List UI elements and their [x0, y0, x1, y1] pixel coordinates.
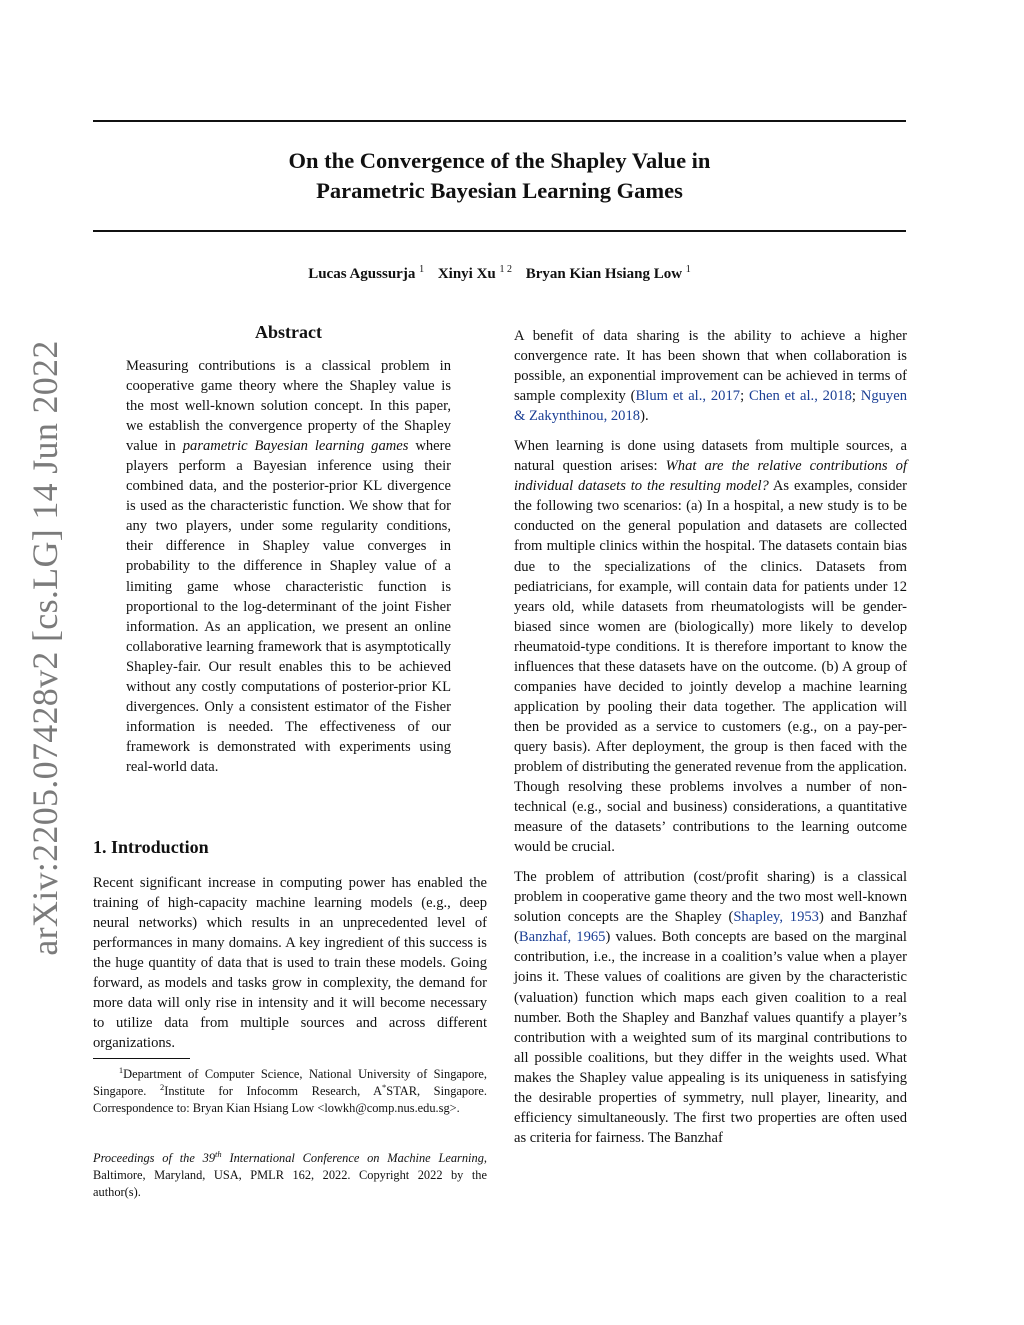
- abstract-text: Measuring contributions is a classical problem in cooperative game theory where the Shapley value is the most well-known solution concept. In this paper, we establish the convergence property of the Shapley value in: [126, 358, 451, 455]
- title-line-2: Parametric Bayesian Learning Games: [316, 178, 683, 203]
- footnote-text: Department of Computer Science, National University of Singapore, Singapore.: [93, 1067, 488, 1098]
- author-affiliation: 1: [419, 264, 425, 275]
- paragraph-text: As examples, consider the following two scenarios: (a) In a hospital, a new study is to be conducted on the general population and datasets are collected from multiple clinics within the hospital. The datasets contain bias due to the specializations of the clinics. Datasets from pediatricians, for example, will contain data for patients under 12 years old, while datasets from rheumatologists will be gender-biased since women are (biologically) more likely to develop rheumatoid-type conditions. It is therefore important to know the influences that these datasets have on the outcome. (b) A group of companies have decided to jointly develop a machine learning application by pooling their data together. The application will then be provided as a service to customers (e.g., on a pay-per-query basis). After deployment, the group is then faced with the problem of distributing the generated revenue from the application. Though resolving these problems involves a number of non-technical (e.g., social and business) considerations, a quantitative measure of the datasets’ contributions to the learning outcome would be crucial.: [514, 478, 908, 856]
- section-heading-introduction: 1. Introduction: [93, 837, 209, 857]
- body-paragraph: [514, 326, 907, 426]
- citation-link[interactable]: Shapley, 1953: [733, 909, 819, 926]
- proceedings-venue: Proceedings of the 39: [93, 1151, 216, 1165]
- author-list: [93, 266, 906, 283]
- proceedings-venue: International Conference on Machine Learning: [221, 1151, 484, 1165]
- paragraph-text: When learning is done using datasets from multiple sources, a natural question arises:: [514, 438, 907, 475]
- footnote-mark: 2: [159, 1081, 165, 1092]
- abstract-text: where players perform a Bayesian inference using their combined data, and the posterior-prior KL divergence is used as the characteristic function. We show that for any two players, under some regularity conditions, their difference in Shapley value converges in probability to the difference in Shapley value of a limiting game whose characteristic function is proportional to the log-determinant of the joint Fisher information. As an application, we present an online collaborative learning framework that is asymptotically Shapley-fair. Our result enables this to be achieved without any costly computations of posterior-prior KL divergences. Only a consistent estimator of the Fisher information is needed. The effectiveness of our framework is demonstrated with experiments using real-world data.: [126, 438, 451, 775]
- research-question: What are the relative contributions of individual datasets to the resulting model?: [514, 458, 907, 495]
- author-affiliation: 1 2: [499, 264, 512, 275]
- title-top-rule: [93, 120, 906, 122]
- abstract-heading: Abstract: [255, 322, 322, 342]
- abstract-emphasis: parametric Bayesian learning games: [182, 438, 409, 455]
- title-bottom-rule: [93, 230, 906, 232]
- abstract-body: [126, 356, 451, 777]
- introduction-paragraph: Recent significant increase in computing power has enabled the training of high-capacity machine learning models (e.g., deep neural networks) which results in an unprecedented level of performances in many domains. A key ingredient of this success is the huge quantity of data that is used to train these models. Going forward, as models and tasks grow in complexity, the demand for more data will only rise in intensity and it will become necessary to utilize data from multiple sources and across different organizations.: [93, 875, 487, 1052]
- author-name: Xinyi Xu: [437, 266, 496, 282]
- citation-link[interactable]: Blum et al., 2017: [635, 388, 741, 405]
- footnote-mark: 1: [118, 1064, 124, 1075]
- author-name: Lucas Agussurja: [308, 266, 416, 282]
- citation-link[interactable]: Banzhaf, 1965: [518, 929, 606, 946]
- right-column: [514, 326, 907, 1158]
- body-paragraph: [514, 867, 907, 1148]
- paragraph-text: The problem of attribution (cost/profit sharing) is a classical problem in cooperative game theory and the two most well-known solution concepts are the Shapley (: [514, 869, 907, 926]
- paragraph-text: ) and Banzhaf (: [514, 909, 907, 946]
- proceedings-text: , Baltimore, Maryland, USA, PMLR 162, 2022. Copyright 2022 by the author(s).: [93, 1151, 487, 1199]
- author-affiliation: 1: [685, 264, 691, 275]
- proceedings-ordinal: th: [215, 1148, 222, 1159]
- citation-separator: ;: [740, 388, 749, 405]
- citation-link[interactable]: Nguyen & Zakynthinou, 2018: [514, 388, 907, 425]
- citation-separator: ;: [851, 388, 861, 405]
- footnote-rule: [93, 1058, 190, 1059]
- footnote-text: Institute for Infocomm Research, A: [164, 1084, 383, 1098]
- paragraph-text: ) values. Both concepts are based on the marginal contribution, i.e., the increase in a coalition’s value when a player joins it. These values of coalitions are given by the characteristic (valuation) function which maps each given coalition to a real number. Both the Shapley and Banzhaf values quantify a player’s contribution with a weighted sum of its marginal contributions to all possible coalitions, but they differ in the weights used. What makes the Shapley value appealing is its uniqueness in satisfying the desirable properties of symmetry, null player, linearity, and efficiency simultaneously. The first two properties are often used as criteria for fairness. The Banzhaf: [514, 929, 907, 1146]
- paragraph-text: A benefit of data sharing is the ability to achieve a higher convergence rate. It has been shown that when collaboration is possible, an exponential improvement can be achieved in terms of sample complexity (: [514, 328, 907, 405]
- citation-link[interactable]: Chen et al., 2018: [748, 388, 852, 405]
- footnote-star: *: [382, 1081, 387, 1092]
- footnote-text: STAR, Singapore. Correspondence to: Bryan Kian Hsiang Low <lowkh@comp.nus.edu.sg>.: [93, 1084, 488, 1115]
- title-line-1: On the Convergence of the Shapley Value in: [288, 148, 711, 173]
- arxiv-identifier: arXiv:2205.07428v2 [cs.LG] 14 Jun 2022: [25, 340, 65, 956]
- paragraph-text: ).: [640, 408, 649, 425]
- author-name: Bryan Kian Hsiang Low: [525, 266, 683, 282]
- body-paragraph: [514, 436, 907, 857]
- affiliation-footnote: [93, 1066, 487, 1117]
- paper-title: [93, 146, 906, 206]
- proceedings-note: [93, 1150, 487, 1201]
